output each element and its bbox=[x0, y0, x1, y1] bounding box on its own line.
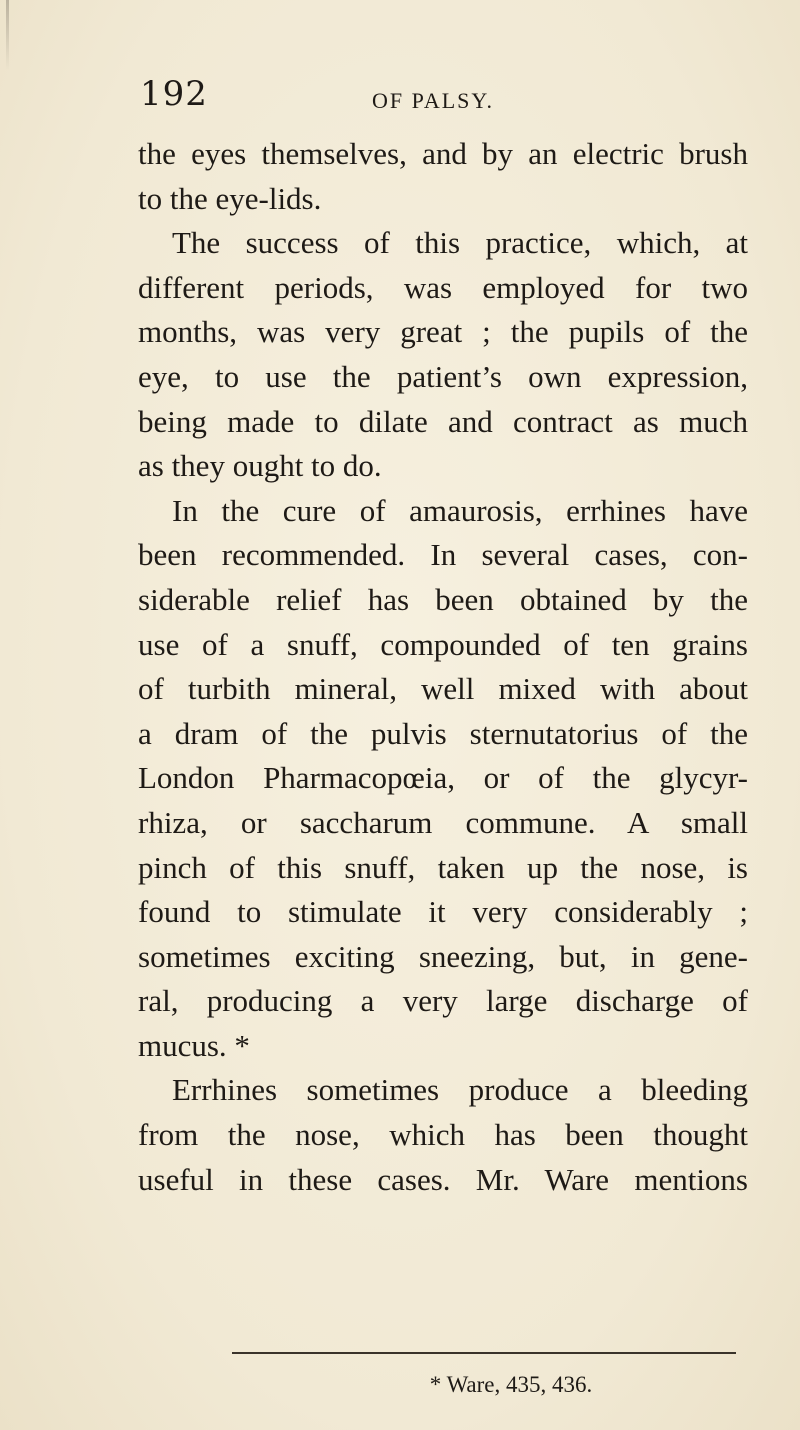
text-line: rhiza, or saccharum commune. A small bbox=[138, 804, 748, 840]
text-line: a dram of the pulvis sternutatorius of the bbox=[138, 715, 748, 751]
text-line: to the eye-lids. bbox=[138, 180, 322, 216]
text-line: different periods, was employed for two bbox=[138, 269, 748, 305]
text-line: Errhines sometimes produce a bleeding bbox=[172, 1072, 748, 1108]
text-line: eye, to use the patient’s own expression, bbox=[138, 358, 748, 394]
text-line: ral, producing a very large discharge of bbox=[138, 983, 748, 1019]
text-line: sometimes exciting sneezing, but, in gene- bbox=[138, 938, 748, 974]
text-line: pinch of this snuff, taken up the nose, is bbox=[138, 849, 748, 885]
text-line: months, was very great ; the pupils of the bbox=[138, 314, 748, 350]
text-line: the eyes themselves, and by an electric brush bbox=[138, 136, 748, 171]
body-text bbox=[138, 132, 748, 1202]
text-line: from the nose, which has been thought bbox=[138, 1117, 748, 1153]
text-line: The success of this practice, which, at bbox=[172, 225, 748, 261]
text-line: being made to dilate and contract as much bbox=[138, 403, 748, 439]
text-line: useful in these cases. Mr. Ware mentions bbox=[138, 1161, 748, 1197]
running-head: OF PALSY. bbox=[372, 88, 494, 113]
page-number: 192 bbox=[140, 74, 208, 114]
footnote bbox=[0, 1372, 800, 1398]
text-line: mucus. * bbox=[138, 1027, 250, 1063]
text-line: siderable relief has been obtained by the bbox=[138, 581, 748, 617]
page-header bbox=[140, 74, 740, 118]
text-line: as they ought to do. bbox=[138, 448, 382, 484]
text-line: use of a snuff, compounded of ten grains bbox=[138, 626, 748, 662]
text-line: been recommended. In several cases, con- bbox=[138, 537, 748, 573]
page-edge-shadow bbox=[6, 0, 9, 70]
footnote-text: * Ware, 435, 436. bbox=[429, 1372, 593, 1397]
text-line: London Pharmacopœia, or of the glycyr- bbox=[138, 760, 748, 796]
text-line: of turbith mineral, well mixed with about bbox=[138, 671, 748, 707]
text-line: In the cure of amaurosis, errhines have bbox=[172, 492, 748, 528]
footnote-rule bbox=[232, 1352, 736, 1354]
text-line: found to stimulate it very considerably ; bbox=[138, 894, 748, 930]
